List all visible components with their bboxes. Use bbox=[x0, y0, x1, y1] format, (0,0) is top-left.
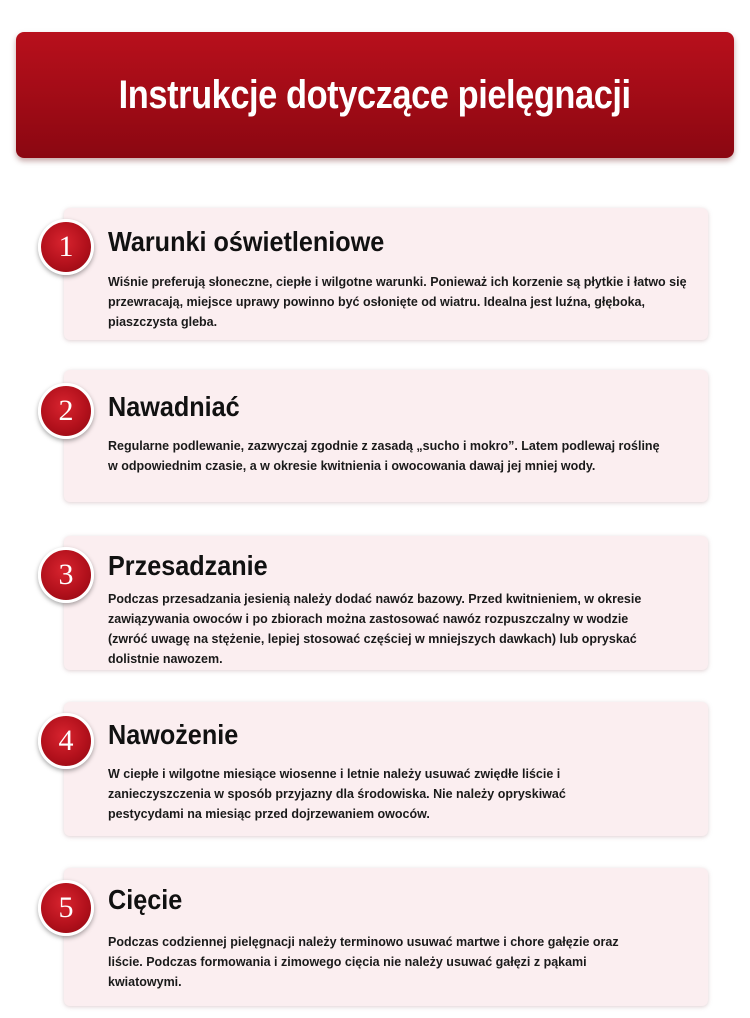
section-text: Podczas przesadzania jesienią należy dodać nawóz bazowy. Przed kwitnieniem, w okresie zawiązywania owoców i po zbiorach można zastosować nawóz rozpuszczalny w wodzie (zwróć uwagę na stężenie, lepiej stosować częściej w mniejszych dawkach) lub opryskać dolistnie nawozem. bbox=[108, 592, 642, 666]
section-number: 5 bbox=[58, 891, 74, 924]
section-number: 4 bbox=[58, 724, 74, 757]
section-number: 1 bbox=[58, 230, 74, 263]
section-text: Regularne podlewanie, zazwyczaj zgodnie z zasadą „sucho i mokro”. Latem podlewaj roślinę w odpowiednim czasie, a w okresie kwitnienia i owocowania dawaj jej mniej wody. bbox=[108, 439, 660, 473]
page-title: Instrukcje dotyczące pielęgnacji bbox=[118, 72, 631, 117]
section-title: Warunki oświetleniowe bbox=[108, 226, 385, 257]
section-number-badge bbox=[38, 219, 94, 275]
section-title: Cięcie bbox=[108, 884, 183, 915]
section-number-badge bbox=[38, 547, 94, 603]
title-banner bbox=[16, 32, 734, 158]
section-text: Podczas codziennej pielęgnacji należy terminowo usuwać martwe i chore gałęzie oraz liście. Podczas formowania i zimowego cięcia nie należy usuwać gałęzi z pąkami kwiatowymi. bbox=[108, 935, 619, 989]
section-number-badge bbox=[38, 713, 94, 769]
section-text: W ciepłe i wilgotne miesiące wiosenne i letnie należy usuwać zwiędłe liście i zanieczyszczenia w sposób przyjazny dla środowiska. Nie należy opryskiwać pestycydami na miesiąc przed dojrzewaniem owoców. bbox=[108, 767, 566, 821]
section-number: 2 bbox=[58, 394, 74, 427]
section-number: 3 bbox=[58, 558, 74, 591]
section-number-badge bbox=[38, 383, 94, 439]
section-title: Nawadniać bbox=[108, 391, 240, 422]
section-text: Wiśnie preferują słoneczne, ciepłe i wilgotne warunki. Ponieważ ich korzenie są płytkie i łatwo się przewracają, miejsce uprawy powinno być osłonięte od wiatru. Idealna jest luźna, głęboka, piaszczysta gleba. bbox=[108, 275, 687, 329]
section-title: Nawożenie bbox=[108, 719, 239, 750]
section-title: Przesadzanie bbox=[108, 550, 268, 581]
section-number-badge bbox=[38, 880, 94, 936]
